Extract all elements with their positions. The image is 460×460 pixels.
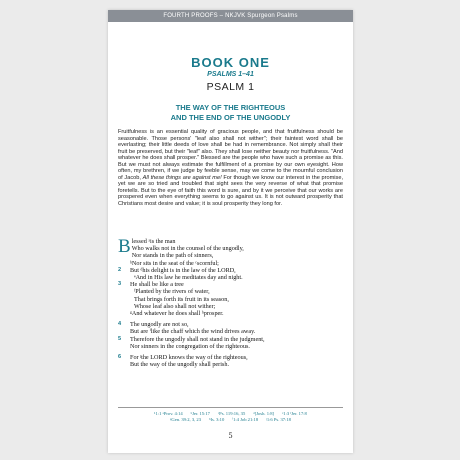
verse-number-spacer: [118, 296, 130, 303]
footnote-row: [118, 417, 343, 423]
verse-number: 2: [118, 266, 122, 273]
verse-5-cont: [118, 343, 346, 350]
verse-line: ᵉAnd in His law he meditates day and night.: [134, 274, 243, 281]
verse-2: [118, 267, 346, 274]
footnotes: [118, 407, 343, 423]
book-page: [108, 10, 353, 453]
drop-cap: B: [118, 236, 131, 257]
verse-line: The ungodly are not so,: [130, 321, 189, 329]
footnote-ref: ᵉ1:3 ᶠJer. 17:8: [282, 411, 307, 416]
section-title-line-1: THE WAY OF THE RIGHTEOUS: [175, 103, 286, 112]
verse-line: lessed ᵃis the man: [131, 238, 176, 245]
footnote-ref: ¹1:1 ᵃProv. 4:14: [154, 411, 183, 416]
verse-line: But ᵈhis delight is in the law of the LORD,: [130, 266, 236, 274]
verse-line: ᶠPlanted by the rivers of water,: [134, 288, 210, 296]
book-title: BOOK ONE: [191, 55, 270, 70]
proof-header: FOURTH PROOFS – NKJVK Spurgeon Psalms: [108, 10, 353, 22]
verse-4-cont: [118, 328, 346, 335]
commentary-paragraph: [118, 129, 343, 208]
verse-number-spacer: [118, 310, 130, 317]
commentary-text-2: For though we know our interest in the promise, yet we are so tried and troubled that sight sees the very reverse of what that promise foretells. But to the eye of faith this word is sure, and by it we perceive that our works are prospered even when everything seems to go against us. It is not outward prosperity that Christians most desire and value; it is soul prosperity they long for.: [118, 174, 344, 208]
scripture-text: [118, 238, 346, 368]
verse-line: That brings forth its fruit in its season,: [134, 295, 229, 303]
verse-line: Who walks not in the counsel of the ungodly,: [131, 245, 244, 253]
page-number: 5: [228, 431, 233, 440]
footnote-ref: ᵇJer. 15:17: [190, 411, 210, 416]
footnote-ref: ⁱ1:4 Job 21:18: [232, 416, 259, 422]
verse-number: 4: [118, 321, 122, 328]
verse-number-spacer: [118, 328, 130, 335]
verse-line: Whose leaf also shall not wither;: [134, 302, 216, 310]
verse-2-cont: [118, 274, 346, 281]
verse-line: Therefore the ungodly shall not stand in the judgment,: [130, 335, 265, 343]
verse-number-spacer: [118, 343, 130, 350]
psalm-title: PSALM 1: [206, 81, 255, 93]
verse-number-spacer: [118, 303, 130, 310]
section-title: [108, 103, 353, 122]
verse-5: [118, 336, 346, 343]
commentary-text-1: Fruitfulness is an essential quality of gracious people, and that fruitfulness should be seasonable. Those persons' "leaf also shall not wither"; their faintest word shall be everlasting; their little deeds of love shall be had in remembrance. Not simply shall their fruit be preserved, but their "leaf" also. They shall lose neither beauty nor fruitfulness. "And whatever he does shall prosper." Blessed are the people who have such a promise as this. But we must not always estimate the fulfillment of a promise by our own eyesight. How often, my brethren, if we judge by feeble sense, may we come to the mournful conclusion of Jacob,: [118, 129, 343, 181]
footnote-ref: ᶜPs. 119:16, 35: [217, 411, 246, 416]
verse-number: 5: [118, 335, 122, 342]
verse-number-spacer: [118, 361, 130, 368]
verse-number: 3: [118, 281, 122, 288]
verse-line: Nor sinners in the congregation of the righteous.: [130, 342, 250, 350]
verse-line: ᵍAnd whatever he does shall ʰprosper.: [130, 310, 224, 318]
verse-number: 6: [118, 354, 122, 361]
verse-line: He shall be like a tree: [130, 281, 184, 289]
footnote-ref: ᵈ[Josh. 1:8]: [253, 411, 275, 416]
footnote-ref: ʰIs. 3:10: [209, 416, 225, 422]
verse-3: [118, 281, 346, 288]
verse-number-spacer: [118, 288, 130, 295]
verse-3-cont: [118, 296, 346, 303]
commentary-italic-quote: All these things are against me!: [142, 174, 222, 181]
verse-line: Nor stands in the path of sinners,: [131, 252, 214, 260]
verse-6-cont: [118, 361, 346, 368]
verse-line: ᵇNor sits in the seat of the ᶜscornful;: [130, 259, 219, 267]
verse-1: [118, 238, 346, 267]
verse-3-cont: [118, 303, 346, 310]
verse-number-spacer: [118, 274, 130, 281]
verse-3-cont: [118, 288, 346, 295]
verse-line: For ʲthe LORD knows the way of the righteous,: [130, 354, 248, 362]
verse-line: But are ⁱlike the chaff which the wind drives away.: [130, 328, 256, 336]
footnote-ref: ʲ1:6 Ps. 37:18: [266, 416, 291, 422]
verse-line: But the way of the ungodly shall perish.: [130, 361, 229, 369]
verse-3-cont: [118, 310, 346, 317]
book-subtitle: PSALMS 1–41: [207, 71, 254, 78]
footnote-ref: ᵍGen. 39:2, 3, 23: [170, 416, 202, 422]
section-title-line-2: AND THE END OF THE UNGODLY: [170, 112, 291, 122]
verse-6: [118, 354, 346, 361]
